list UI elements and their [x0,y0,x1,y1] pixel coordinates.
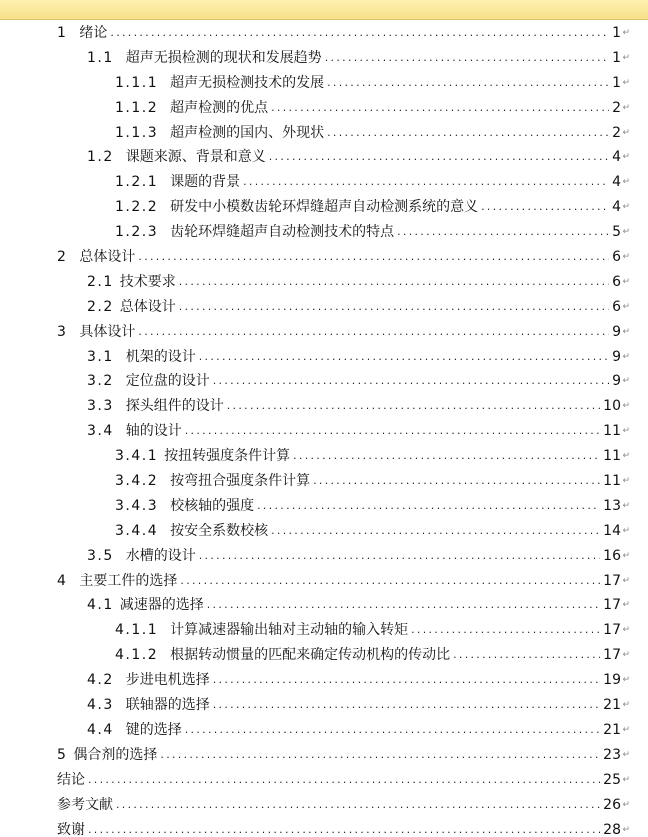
paragraph-mark-icon: ↵ [622,376,630,387]
toc-entry-title: 按安全系数校核 [170,522,269,539]
toc-entry-page-number: 4 [612,174,621,191]
toc-entry[interactable] [0,668,648,693]
toc-entry-number: 4.4 [87,721,114,738]
toc-entry[interactable] [0,195,648,220]
toc-entry[interactable] [0,444,648,469]
toc-entry-title: 课题的背景 [170,174,241,191]
paragraph-mark-icon: ↵ [622,476,630,487]
toc-entry-page-number: 16 [603,547,621,564]
toc-entry-page-number: 1 [612,74,621,91]
toc-entry-title: 按扭转强度条件计算 [164,448,291,465]
paragraph-mark-icon: ↵ [622,600,630,611]
toc-dot-leader [199,544,600,569]
toc-entry-page-number: 21 [603,721,621,738]
toc-entry-number: 3.4 [87,423,114,440]
paragraph-mark-icon: ↵ [622,451,630,462]
toc-entry-title: 键的选择 [125,721,182,738]
paragraph-mark-icon: ↵ [622,749,630,760]
toc-entry-page-number: 13 [603,497,621,514]
paragraph-mark-icon: ↵ [622,227,630,238]
toc-entry[interactable] [0,569,648,594]
paragraph-mark-icon: ↵ [622,675,630,686]
toc-dot-leader [327,121,609,146]
toc-dot-leader [227,394,600,419]
toc-entry-title: 致谢 [57,821,85,837]
toc-dot-leader [179,295,609,320]
toc-entry-title: 按弯扭合强度条件计算 [170,473,311,490]
toc-entry[interactable] [0,494,648,519]
toc-entry[interactable] [0,121,648,146]
toc-entry-title: 总体设计 [119,298,176,315]
toc-entry[interactable] [0,145,648,170]
toc-entry-number: 3.4.3 [115,497,159,514]
toc-entry-title: 机架的设计 [125,348,196,365]
toc-entry-title: 水槽的设计 [125,547,196,564]
paragraph-mark-icon: ↵ [622,426,630,437]
toc-entry-page-number: 9 [612,323,621,340]
toc-entry[interactable] [0,618,648,643]
toc-entry-number: 3.5 [87,547,114,564]
paragraph-mark-icon: ↵ [622,401,630,412]
toc-entry[interactable] [0,46,648,71]
toc-entry-title: 具体设计 [79,323,136,340]
toc-entry-page-number: 19 [603,672,621,689]
toc-entry-number: 1.1.2 [115,99,159,116]
toc-entry[interactable] [0,96,648,121]
paragraph-mark-icon: ↵ [622,102,630,113]
toc-entry-title: 超声无损检测技术的发展 [170,74,325,91]
toc-entry-page-number: 25 [603,771,621,788]
toc-entry-number: 3.4.2 [115,473,159,490]
toc-dot-leader [110,21,609,46]
paragraph-mark-icon: ↵ [622,824,630,835]
toc-entry-number: 4.1 [87,597,114,614]
toc-dot-leader [243,170,609,195]
toc-entry[interactable] [0,320,648,345]
toc-entry-page-number: 10 [603,398,621,415]
toc-entry-page-number: 28 [603,821,621,837]
toc-entry[interactable] [0,718,648,743]
toc-dot-leader [160,743,600,768]
toc-entry-number: 3.3 [87,398,114,415]
toc-dot-leader [207,593,600,618]
toc-dot-leader [88,768,600,793]
toc-entry-page-number: 17 [603,572,621,589]
toc-dot-leader [116,793,600,818]
toc-entry-number: 4.2 [87,672,114,689]
toc-entry-number: 3 [57,323,68,340]
toc-dot-leader [180,569,600,594]
toc-entry-page-number: 23 [603,746,621,763]
toc-entry[interactable] [0,419,648,444]
toc-entry-page-number: 4 [612,199,621,216]
paragraph-mark-icon: ↵ [622,799,630,810]
toc-entry-title: 研发中小模数齿轮环焊缝超声自动检测系统的意义 [170,199,479,216]
toc-entry-title: 总体设计 [79,249,136,266]
toc-entry-number: 4.1.1 [115,622,159,639]
paragraph-mark-icon: ↵ [622,575,630,586]
toc-entry-number: 1.1 [87,49,114,66]
toc-entry-page-number: 4 [612,149,621,166]
toc-entry-number: 3.4.4 [115,522,159,539]
toc-entry-title: 定位盘的设计 [125,373,210,390]
toc-entry-page-number: 6 [612,249,621,266]
toc-entry-number: 1.2 [87,149,114,166]
toc-dot-leader [397,220,609,245]
toc-entry-page-number: 9 [612,373,621,390]
paragraph-mark-icon: ↵ [622,724,630,735]
top-toolbar-strip [0,0,648,20]
toc-entry-number: 1.2.2 [115,199,159,216]
toc-entry[interactable] [0,519,648,544]
toc-entry-page-number: 17 [603,647,621,664]
toc-entry[interactable] [0,793,648,818]
toc-entry-page-number: 9 [612,348,621,365]
paragraph-mark-icon: ↵ [622,650,630,661]
toc-entry[interactable] [0,768,648,793]
toc-entry-number: 4.1.2 [115,647,159,664]
toc-entry-number: 1.1.3 [115,124,159,141]
toc-entry-title: 偶合剂的选择 [73,746,158,763]
toc-entry[interactable] [0,693,648,718]
toc-entry-number: 2.2 [87,298,114,315]
toc-dot-leader [271,96,609,121]
toc-dot-leader [327,71,609,96]
toc-entry[interactable] [0,394,648,419]
toc-entry[interactable] [0,245,648,270]
toc-entry-title: 结论 [57,771,85,788]
paragraph-mark-icon: ↵ [622,77,630,88]
toc-entry-page-number: 6 [612,298,621,315]
toc-entry-page-number: 1 [612,49,621,66]
toc-dot-leader [257,494,600,519]
toc-entry-page-number: 21 [603,697,621,714]
toc-dot-leader [185,718,600,743]
toc-entry-number: 1.2.1 [115,174,159,191]
toc-dot-leader [213,369,609,394]
toc-dot-leader [185,419,600,444]
toc-entry-number: 2 [57,249,68,266]
toc-entry[interactable] [0,170,648,195]
toc-entry-title: 联轴器的选择 [125,697,210,714]
toc-entry-number: 2.1 [87,273,114,290]
toc-entry-number: 3.2 [87,373,114,390]
toc-entry-title: 参考文献 [57,796,113,813]
toc-dot-leader [313,469,600,494]
toc-entry-number: 4.3 [87,697,114,714]
toc-entry-title: 主要工件的选择 [79,572,178,589]
toc-dot-leader [293,444,600,469]
toc-entry-title: 校核轴的强度 [170,497,255,514]
paragraph-mark-icon: ↵ [622,28,630,38]
toc-entry-title: 探头组件的设计 [125,398,224,415]
toc-entry-number: 1 [57,25,68,41]
toc-dot-leader [269,145,609,170]
toc-entry-page-number: 26 [603,796,621,813]
paragraph-mark-icon: ↵ [622,252,630,263]
toc-entry-number: 5 [57,746,68,763]
toc-entry-page-number: 17 [603,597,621,614]
toc-dot-leader [138,320,609,345]
toc-dot-leader [138,245,609,270]
toc-entry[interactable] [0,21,648,46]
toc-entry-number: 4 [57,572,68,589]
paragraph-mark-icon: ↵ [622,700,630,711]
toc-entry[interactable] [0,544,648,569]
toc-entry-page-number: 11 [603,448,621,465]
paragraph-mark-icon: ↵ [622,326,630,337]
toc-entry-page-number: 14 [603,522,621,539]
paragraph-mark-icon: ↵ [622,202,630,213]
table-of-contents [0,21,648,837]
toc-dot-leader [179,270,609,295]
toc-entry-title: 根据转动惯量的匹配来确定传动机构的传动比 [170,647,451,664]
toc-dot-leader [411,618,600,643]
toc-dot-leader [325,46,609,71]
toc-dot-leader [213,693,600,718]
paragraph-mark-icon: ↵ [622,152,630,163]
toc-entry[interactable] [0,270,648,295]
toc-entry-page-number: 2 [612,99,621,116]
toc-entry-page-number: 17 [603,622,621,639]
toc-entry-title: 步进电机选择 [125,672,210,689]
toc-entry-title: 减速器的选择 [119,597,204,614]
paragraph-mark-icon: ↵ [622,625,630,636]
paragraph-mark-icon: ↵ [622,127,630,138]
toc-dot-leader [88,818,600,837]
toc-dot-leader [199,345,609,370]
toc-dot-leader [453,643,600,668]
toc-entry-page-number: 11 [603,423,621,440]
paragraph-mark-icon: ↵ [622,177,630,188]
paragraph-mark-icon: ↵ [622,525,630,536]
toc-dot-leader [213,668,600,693]
toc-entry[interactable] [0,643,648,668]
toc-entry-title: 绪论 [79,25,108,41]
paragraph-mark-icon: ↵ [622,276,630,287]
toc-entry-title: 超声检测的优点 [170,99,269,116]
toc-dot-leader [271,519,600,544]
toc-dot-leader [481,195,609,220]
toc-entry[interactable] [0,295,648,320]
toc-entry-title: 超声检测的国内、外现状 [170,124,325,141]
paragraph-mark-icon: ↵ [622,550,630,561]
toc-entry-page-number: 5 [612,224,621,241]
toc-entry-title: 齿轮环焊缝超声自动检测技术的特点 [170,224,395,241]
toc-entry[interactable] [0,469,648,494]
toc-entry-title: 计算减速器输出轴对主动轴的输入转矩 [170,622,409,639]
paragraph-mark-icon: ↵ [622,774,630,785]
toc-entry[interactable] [0,71,648,96]
toc-entry-page-number: 2 [612,124,621,141]
paragraph-mark-icon: ↵ [622,52,630,63]
toc-entry-page-number: 1 [612,25,621,41]
paragraph-mark-icon: ↵ [622,500,630,511]
toc-entry[interactable] [0,743,648,768]
toc-entry-number: 1.2.3 [115,224,159,241]
toc-entry[interactable] [0,345,648,370]
toc-entry[interactable] [0,220,648,245]
toc-entry-page-number: 11 [603,473,621,490]
toc-entry-title: 课题来源、背景和意义 [125,149,266,166]
toc-entry-number: 1.1.1 [115,74,159,91]
toc-entry-page-number: 6 [612,273,621,290]
toc-entry-number: 3.1 [87,348,114,365]
toc-entry-title: 超声无损检测的现状和发展趋势 [125,49,322,66]
toc-entry[interactable] [0,593,648,618]
toc-entry-title: 技术要求 [119,273,176,290]
paragraph-mark-icon: ↵ [622,301,630,312]
toc-entry-title: 轴的设计 [125,423,182,440]
paragraph-mark-icon: ↵ [622,351,630,362]
toc-entry-number: 3.4.1 [115,448,159,465]
toc-entry[interactable] [0,369,648,394]
toc-entry[interactable] [0,818,648,837]
